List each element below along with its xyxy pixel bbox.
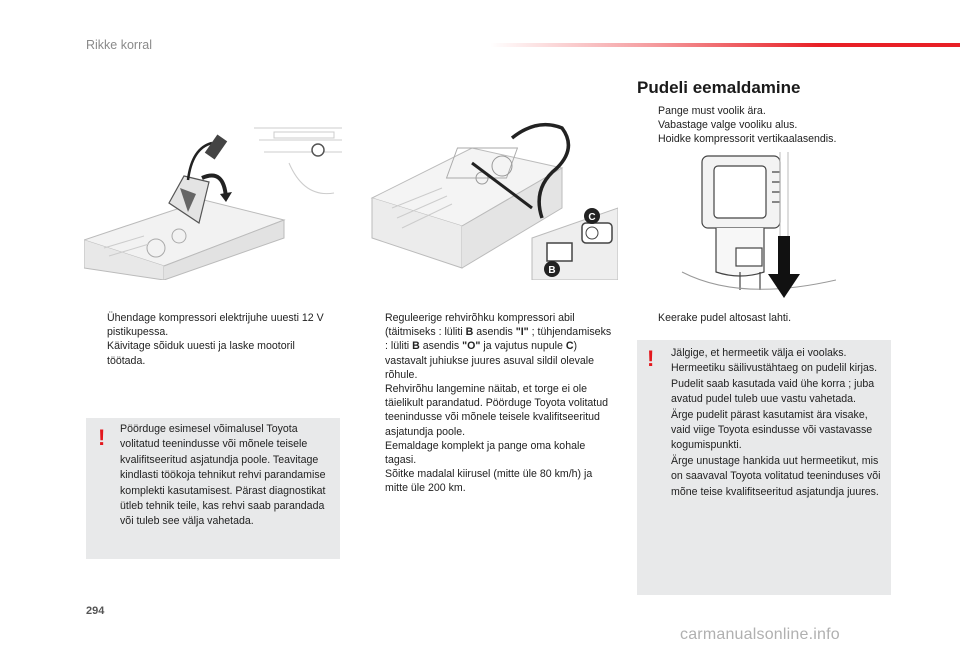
page-number: 294 — [86, 605, 105, 617]
warning-icon: ! — [98, 425, 106, 450]
warning-box-col3 — [637, 340, 891, 595]
header-accent-bar — [490, 43, 960, 47]
compressor-plug-illustration — [84, 108, 342, 280]
warning-box-col1 — [86, 418, 340, 559]
bullet-text: Reguleerige rehvirõhku kompressori abil (täitmiseks : lüliti B asendis "I" ; tühjendamiseks : lüliti B asendis "O" ja vajutus nupule C) vastavalt juhiukse juures asuval sildil olevale rõhule. Rehvirõhu langemine näitab, et torge ei ole täielikult parandatud. Pöörduge Toyota volitatud teenindusse või mõnele teisele kvalifitseeritud asjatundja poole. — [385, 312, 612, 438]
col1-bullet-list — [86, 311, 336, 368]
compressor-switches-illustration — [362, 108, 618, 280]
bullet-text: Ühendage kompressori elektrijuhe uuesti 12 V pistikupessa. — [107, 312, 324, 339]
col3-bottom-bullet-list — [637, 311, 887, 325]
bullet-text: Eemaldage komplekt ja pange oma kohale tagasi. — [385, 439, 586, 467]
list-item — [637, 132, 887, 146]
list-item — [364, 467, 616, 495]
bullet-text: Hoidke kompressorit vertikaalasendis. — [658, 133, 837, 146]
list-item — [637, 104, 887, 118]
bullet-text: Pange must voolik ära. — [658, 105, 766, 117]
bullet-text: Vabastage valge vooliku alus. — [658, 119, 798, 132]
label-c: C — [588, 212, 596, 223]
list-item — [364, 439, 616, 467]
list-item — [86, 311, 336, 339]
section-heading: Pudeli eemaldamine — [637, 78, 801, 97]
warning-text: Jälgige, et hermeetik välja ei voolaks. Hermeetiku säilivustähtaeg on pudelil kirjas. — [671, 347, 878, 375]
bullet-text: Käivitage sõiduk uuesti ja laske mootoril töötada. — [107, 340, 295, 367]
watermark: carmanualsonline.info — [680, 626, 840, 643]
warning-text: Pöörduge esimesel võimalusel Toyota volitatud teenindusse või mõnele teisele kvalifitseeritud asjatundja poole. Teavitage kindlasti töökoja tehnikut rehvi parandamise komplekti kasutamisest. Pärast diagnostikat ütleb tehnik teile, kas rehvi saab parandada või tuleb see välja vahetada. — [120, 423, 326, 528]
warning-text: Ärge unustage hankida uut hermeetikut, mis on saavaval Toyota volitatud teeninduses või mõne teise kvalifitseeritud asjatundja juures. — [671, 454, 881, 498]
list-item — [637, 118, 887, 132]
list-item — [637, 311, 887, 325]
bullet-text: Keerake pudel altosast lahti. — [658, 312, 792, 324]
warning-text: Pudelit saab kasutada vaid ühe korra ; juba avatud pudel tuleb uue vastu vahetada. — [671, 377, 875, 406]
warning-icon: ! — [647, 346, 655, 371]
warning-text: Ärge pudelit pärast kasutamist ära visake, vaid viige Toyota esindusse või vastavasse kogumispunkti. — [671, 408, 873, 452]
col3-top-bullet-list — [637, 104, 887, 147]
label-b: B — [548, 265, 556, 276]
col2-bullet-list — [364, 311, 616, 496]
list-item — [364, 311, 616, 439]
chapter-title: Rikke korral — [86, 38, 152, 52]
list-item — [86, 339, 336, 367]
bullet-text: Sõitke madalal kiirusel (mitte üle 80 km/h) ja mitte üle 200 km. — [385, 468, 593, 495]
bottle-removal-illustration — [680, 152, 836, 300]
